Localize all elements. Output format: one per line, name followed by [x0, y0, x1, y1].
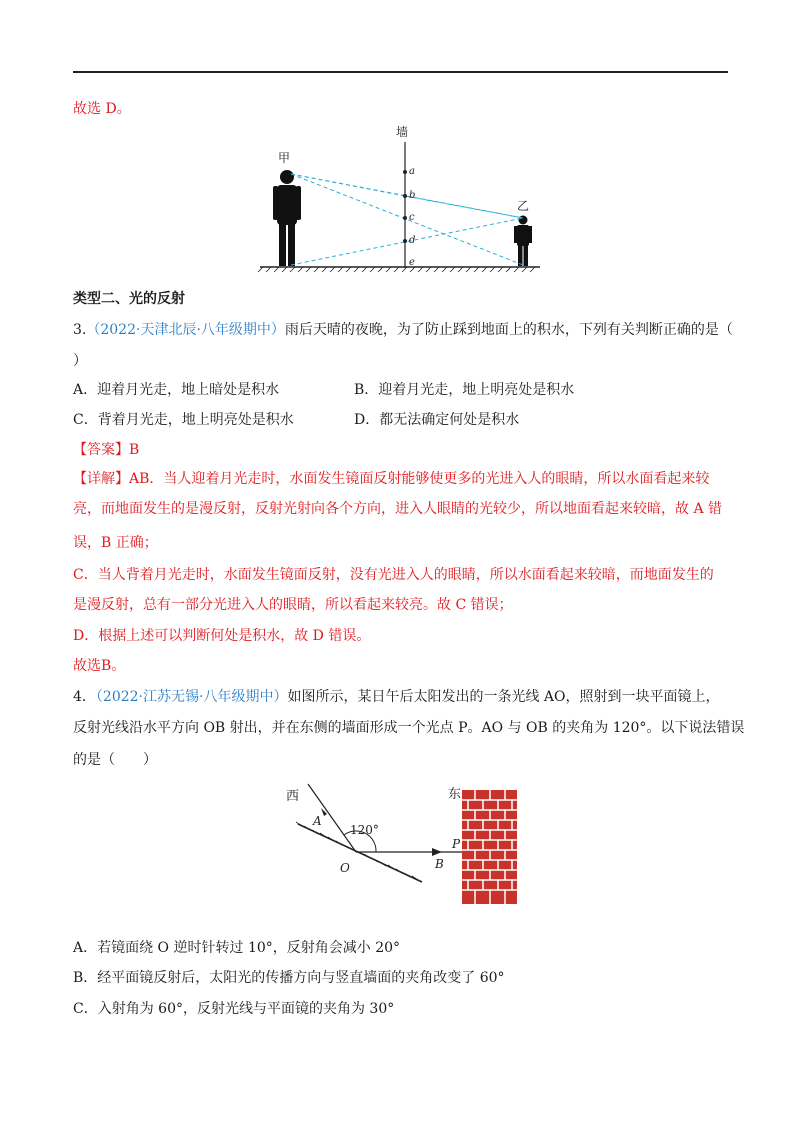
q3-detail-line2: 亮，而地面发生的是漫反射，反射光射向各个方向，进入人眼睛的光较少，所以地面看起来较暗，故 A 错: [73, 501, 723, 517]
q4-stem-line1: [73, 688, 733, 706]
q3-stem-text: 雨后天晴的夜晚，为了防止踩到地面上的积水，下列有关判断正确的是（: [284, 322, 733, 338]
q3-option-b: B．迎着月光走，地上明亮处是积水: [354, 382, 575, 398]
q4-source: （2022·江苏无锡·八年级期中）: [95, 689, 288, 705]
figure-mirror-wall: [280, 776, 530, 906]
point-o-label: O: [340, 861, 350, 875]
q3-stem-line2: ）: [73, 353, 87, 369]
point-c-label: c: [409, 212, 415, 223]
q3-detail-line6: D．根据上述可以判断何处是积水，故 D 错误。: [73, 628, 371, 644]
q3-option-a: A．迎着月光走，地上暗处是积水: [73, 382, 280, 398]
wall-label: 墙: [396, 125, 409, 139]
previous-answer: 故选 D。: [73, 101, 131, 117]
point-b-label: b: [409, 190, 416, 201]
q4-stem-text: 如图所示，某日午后太阳发出的一条光线 AO，照射到一块平面镜上，: [287, 689, 720, 705]
east-label: 东: [448, 787, 462, 802]
q3-source: （2022·天津北辰·八年级期中）: [86, 322, 285, 338]
figure-wall-reflection: [255, 122, 545, 274]
q3-number: 3.: [73, 322, 87, 338]
q4-stem-line2: 反射光线沿水平方向 OB 射出，并在东侧的墙面形成一个光点 P。AO 与 OB 的夹角为 120°。以下说法错误: [73, 720, 745, 736]
q3-detail-line4: C．当人背着月光走时，水面发生镜面反射，没有光进入人的眼睛，所以水面看起来较暗，而地面发生的: [73, 567, 714, 583]
person-b-silhouette: [514, 216, 532, 267]
q3-answer: 【答案】B: [73, 442, 140, 458]
person-a-label: 甲: [278, 151, 291, 165]
section-title: 类型二、光的反射: [73, 291, 185, 307]
q3-detail-line3: 误，B 正确；: [73, 535, 158, 551]
west-label: 西: [286, 789, 300, 804]
q3-detail-line1: 【详解】AB．当人迎着月光走时，水面发生镜面反射能够使更多的光进入人的眼睛，所以水面看起来较: [73, 471, 710, 487]
q4-option-b: B．经平面镜反射后，太阳光的传播方向与竖直墙面的夹角改变了 60°: [73, 970, 505, 986]
point-p-label: P: [452, 837, 461, 851]
q3-detail-line5: 是漫反射，总有一部分光进入人的眼睛，所以看起来较亮。故 C 错误；: [73, 597, 513, 613]
point-a-label: a: [409, 166, 415, 177]
q4-number: 4．: [73, 689, 96, 705]
q4-option-c: C．入射角为 60°，反射光线与平面镜的夹角为 30°: [73, 1001, 395, 1017]
ray-a-label: A: [313, 814, 322, 828]
q4-stem-line3: 的是（ ）: [73, 752, 157, 768]
angle-label: 120°: [350, 823, 379, 837]
person-a-silhouette: [273, 170, 301, 266]
q3-option-c: C．背着月光走，地上明亮处是积水: [73, 412, 294, 428]
ray-b-label: B: [435, 857, 444, 871]
header-rule: [73, 71, 728, 73]
q3-option-d: D．都无法确定何处是积水: [354, 412, 520, 428]
reflected-arrow: [432, 848, 442, 856]
q3-detail-line7: 故选B。: [73, 658, 126, 674]
sight-lines: [291, 174, 523, 265]
person-b-label: 乙: [517, 199, 530, 213]
q3-stem-line1: [73, 321, 733, 339]
brick-wall: [462, 790, 517, 904]
point-e-label: e: [409, 257, 415, 268]
q4-option-a: A．若镜面绕 O 逆时针转过 10°，反射角会减小 20°: [73, 940, 401, 956]
point-d-label: d: [409, 235, 416, 246]
